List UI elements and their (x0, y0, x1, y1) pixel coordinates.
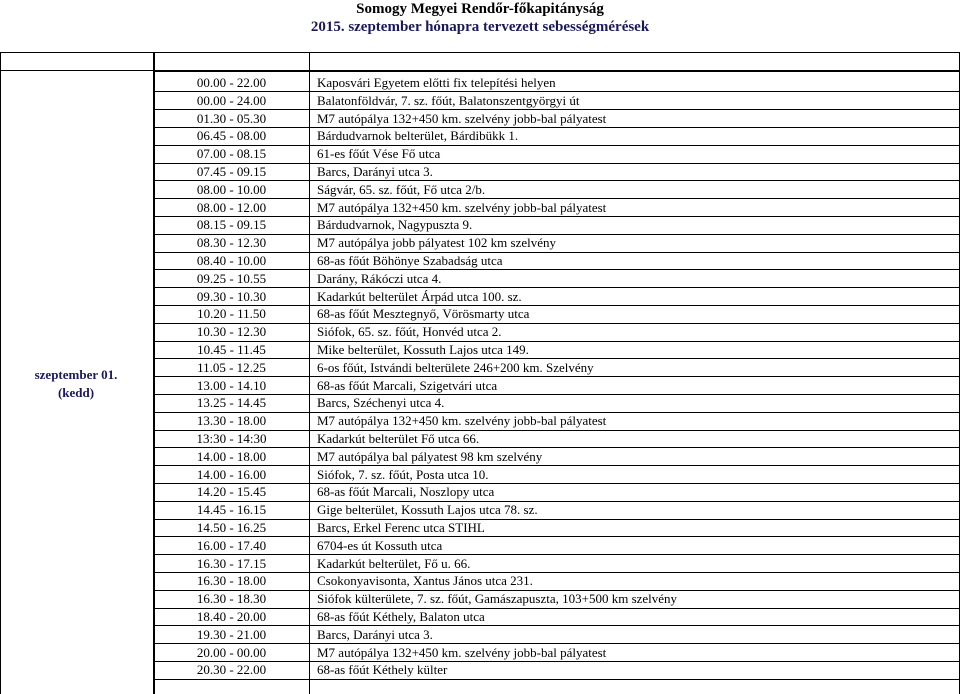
time-cell: 11.05 - 12.25 (197, 359, 266, 375)
location-cell: Kaposvári Egyetem előtti fix telepítési helyen (317, 75, 556, 90)
location-cell: M7 autópálya 132+450 km. szelvény jobb-bal pályatest (317, 413, 607, 429)
time-cell: 08.30 - 12.30 (196, 235, 267, 251)
time-cell: 10.45 - 11.45 (197, 342, 266, 357)
location-cell: Kadarkút belterület Árpád utca 100. sz. (317, 288, 522, 304)
location-cell: Mike belterület, Kossuth Lajos utca 149. (317, 342, 529, 357)
time-cell: 09.25 - 10.55 (196, 270, 267, 286)
time-cell: 13:30 - 14:30 (196, 431, 267, 446)
time-cell: 08.40 - 10.00 (196, 253, 267, 268)
day-label (0, 366, 152, 402)
location-cell: 68-as főút Kéthely külter (317, 662, 448, 678)
location-cell: Barcs, Erkel Ferenc utca STIHL (317, 520, 485, 535)
location-cell: Siófok külterülete, 7. sz. főút, Gamászapuszta, 103+500 km szelvény (317, 591, 678, 607)
time-cell: 16.30 - 18.00 (196, 573, 267, 589)
location-cell: M7 autópálya bal pályatest 98 km szelvény (317, 448, 543, 464)
location-cell: M7 autópálya 132+450 km. szelvény jobb-bal pályatest (317, 110, 607, 126)
time-cell: 10.20 - 11.50 (197, 306, 266, 322)
location-cell: Siófok, 7. sz. főút, Posta utca 10. (317, 466, 489, 482)
time-cell: 16.00 - 17.40 (196, 537, 267, 553)
location-cell: Barcs, Darányi utca 3. (317, 164, 433, 179)
time-cell: 20.00 - 00.00 (196, 644, 267, 660)
time-cell: 00.00 - 22.00 (196, 75, 267, 90)
location-cell: Csokonyavisonta, Xantus János utca 231. (317, 573, 533, 589)
time-cell: 10.30 - 12.30 (196, 324, 267, 340)
time-cell: 13.30 - 18.00 (196, 413, 267, 429)
schedule-table (0, 52, 960, 694)
location-cell: Siófok, 65. sz. főút, Honvéd utca 2. (317, 324, 502, 340)
location-cell: 61-es főút Vése Fő utca (317, 146, 441, 162)
location-cell: 68-as főút Marcali, Noszlopy utca (317, 484, 495, 500)
table-header-border-thick (155, 70, 960, 72)
location-cell: Kadarkút belterület Fő utca 66. (317, 431, 480, 446)
time-cell: 16.30 - 18.30 (196, 591, 267, 607)
time-cell: 13.25 - 14.45 (196, 395, 267, 411)
location-cell: 68-as főút Mesztegnyő, Vörösmarty utca (317, 306, 530, 322)
location-cell: Gige belterület, Kossuth Lajos utca 78. sz. (317, 502, 538, 518)
time-column-border (309, 52, 310, 694)
time-cell: 07.45 - 09.15 (196, 164, 267, 179)
day-date: szeptember 01. (34, 367, 118, 382)
time-cell: 08.15 - 09.15 (196, 217, 267, 233)
time-cell: 08.00 - 10.00 (196, 181, 267, 197)
time-cell: 16.30 - 17.15 (196, 555, 267, 571)
location-cell: 68-as főút Marcali, Szigetvári utca (317, 377, 498, 393)
time-cell: 14.45 - 16.15 (196, 502, 267, 518)
location-cell: M7 autópálya 132+450 km. szelvény jobb-bal pályatest (317, 644, 607, 660)
time-cell: 20.30 - 22.00 (196, 662, 267, 678)
time-cell: 13.00 - 14.10 (196, 377, 267, 393)
time-cell: 09.30 - 10.30 (196, 288, 267, 304)
page-title: Somogy Megyei Rendőr-főkapitányság (356, 1, 604, 17)
location-cell: Kadarkút belterület, Fő u. 66. (317, 555, 471, 571)
time-cell: 14.20 - 15.45 (196, 484, 267, 500)
document-header (0, 0, 960, 36)
time-cell: 01.30 - 05.30 (196, 110, 267, 126)
location-cell: M7 autópálya jobb pályatest 102 km szelvény (317, 235, 557, 251)
time-cell: 08.00 - 12.00 (196, 199, 267, 215)
time-cell: 14.00 - 18.00 (196, 448, 267, 464)
page-subtitle: 2015. szeptember hónapra tervezett sebességmérések (310, 19, 650, 35)
row-divider (155, 679, 960, 680)
location-cell: Bárdudvarnok, Nagypuszta 9. (317, 217, 473, 233)
time-cell: 14.50 - 16.25 (196, 520, 267, 535)
location-cell: Ságvár, 65. sz. főút, Fő utca 2/b. (317, 181, 486, 197)
location-cell: M7 autópálya 132+450 km. szelvény jobb-bal pályatest (317, 199, 607, 215)
location-cell: Balatonföldvár, 7. sz. főút, Balatonszentgyörgyi út (317, 92, 580, 108)
location-cell: Darány, Rákóczi utca 4. (317, 270, 442, 286)
time-cell: 06.45 - 08.00 (196, 128, 267, 144)
location-cell: Barcs, Széchenyi utca 4. (317, 395, 445, 411)
location-cell: 68-as főút Kéthely, Balaton utca (317, 609, 485, 624)
location-cell: Barcs, Darányi utca 3. (317, 626, 433, 642)
location-cell: Bárdudvarnok belterület, Bárdibükk 1. (317, 128, 519, 144)
time-cell: 00.00 - 24.00 (196, 92, 267, 108)
time-cell: 14.00 - 16.00 (196, 466, 267, 482)
time-cell: 19.30 - 21.00 (196, 626, 267, 642)
location-cell: 6704-es út Kossuth utca (317, 537, 443, 553)
day-weekday: (kedd) (57, 385, 95, 400)
location-cell: 6-os főút, Istvándi belterülete 246+200 km. Szelvény (317, 359, 594, 375)
time-cell: 07.00 - 08.15 (196, 146, 267, 162)
location-cell: 68-as főút Böhönye Szabadság utca (317, 253, 503, 268)
time-cell: 18.40 - 20.00 (196, 609, 267, 624)
table-top-border (0, 52, 960, 53)
